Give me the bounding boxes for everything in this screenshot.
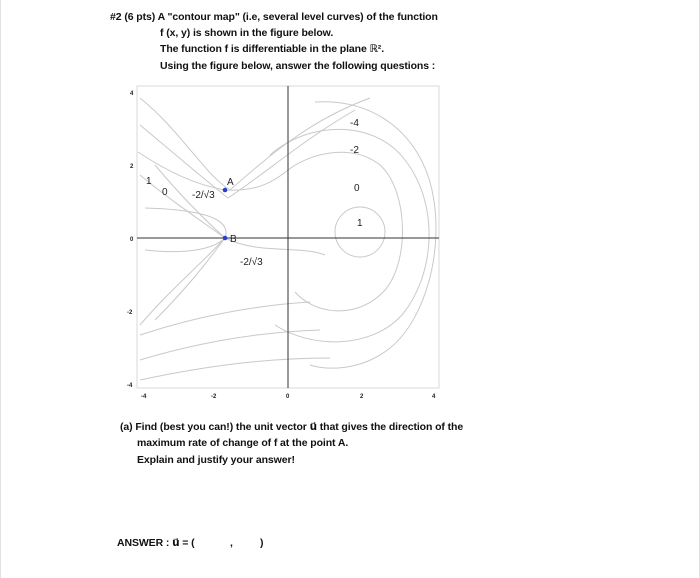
x-tick: -2 xyxy=(211,394,217,400)
point-a-marker xyxy=(223,188,228,193)
y-tick: 4 xyxy=(130,91,134,97)
x-tick: -4 xyxy=(141,394,147,400)
problem-number: #2 xyxy=(110,11,122,23)
contour-label: 0 xyxy=(354,183,360,194)
answer-close: ) xyxy=(260,537,264,549)
part-a-line-3: Explain and justify your answer! xyxy=(137,454,295,466)
y-tick: -4 xyxy=(127,383,133,389)
answer-prefix: ANSWER : u⃗ = ( xyxy=(117,537,195,549)
contour-label: 1 xyxy=(357,218,363,229)
problem-points: (6 pts) xyxy=(124,11,156,23)
contour-plot xyxy=(110,80,450,402)
y-tick: -2 xyxy=(127,310,133,316)
answer-comma: , xyxy=(230,537,233,549)
x-tick: 4 xyxy=(432,394,436,400)
problem-intro xyxy=(110,11,438,23)
x-tick: 0 xyxy=(286,394,290,400)
point-a-label: A xyxy=(227,177,234,188)
contour-label: -2/√3 xyxy=(240,257,263,268)
problem-line-3: The function f is differentiable in the plane ℝ². xyxy=(160,43,385,55)
problem-line-2: f (x, y) is shown in the figure below. xyxy=(160,27,334,39)
problem-intro-text: A "contour map" (i.e, several level curves) of the function xyxy=(157,11,438,23)
contour-label: -2 xyxy=(350,145,359,156)
contour-label: 0 xyxy=(162,187,168,198)
point-b-label: B xyxy=(230,234,237,245)
y-tick: 2 xyxy=(130,164,134,170)
contour-label: -2/√3 xyxy=(192,190,215,201)
part-a-line-2: maximum rate of change of f at the point A. xyxy=(137,437,349,449)
problem-line-4: Using the figure below, answer the following questions : xyxy=(160,60,436,72)
x-tick: 2 xyxy=(360,394,364,400)
contour-label: -4 xyxy=(350,118,359,129)
y-tick: 0 xyxy=(130,237,134,243)
point-b-marker xyxy=(223,236,228,241)
part-a-line-1: (a) Find (best you can!) the unit vector u⃗ that gives the direction of the xyxy=(120,421,464,433)
contour-label: 1 xyxy=(146,176,152,187)
